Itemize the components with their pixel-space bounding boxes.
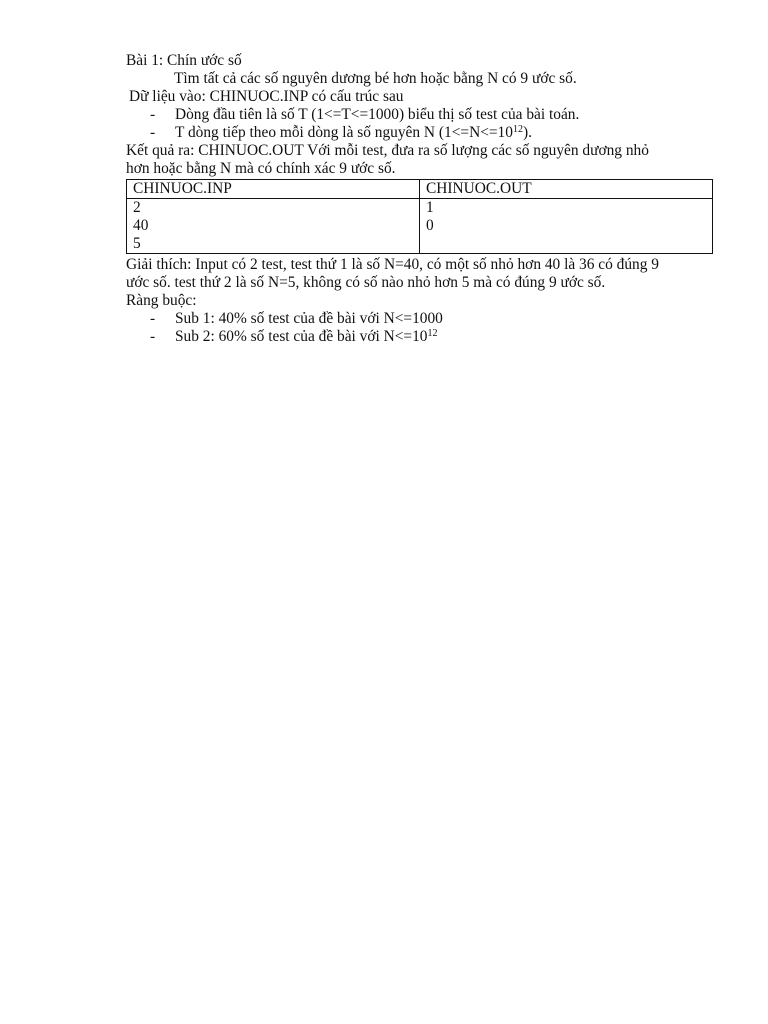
sample-input-cell [127, 199, 420, 254]
dash-marker: - [150, 124, 156, 141]
sample-input-line: 40 [133, 217, 149, 234]
dash-marker: - [150, 106, 156, 123]
sample-input-line: 2 [133, 199, 141, 216]
sample-output-cell [420, 199, 713, 254]
constraint-item-text: Sub 1: 40% số test của đề bài với N<=1000 [175, 310, 443, 327]
header-input-file: CHINUOC.INP [127, 180, 420, 199]
sample-input-line: 5 [133, 235, 141, 252]
table-row [127, 199, 713, 254]
constraint-item-1 [126, 310, 716, 328]
constraint-item-text: Sub 2: 60% số test của đề bài với $N<=10^{12}$ [175, 328, 438, 345]
exponent: 12 [512, 124, 523, 135]
sample-io-table [126, 179, 713, 254]
input-item-2 [126, 124, 716, 142]
dash-marker: - [150, 328, 156, 345]
document-body [126, 52, 716, 346]
explanation-line-1: Giải thích: Input có 2 test, test thứ 1 là số N=40, có một số nhỏ hơn 40 là 36 có đúng 9 [126, 256, 659, 273]
problem-statement: Tìm tất cả các số nguyên dương bé hơn hoặc bằng N có 9 ước số. [174, 70, 577, 87]
sample-output-line: 1 [426, 199, 434, 216]
table-header-row [127, 180, 713, 199]
constraint-item-2 [126, 328, 716, 346]
dash-marker: - [150, 310, 156, 327]
problem-title: Bài 1: Chín ước số [126, 52, 242, 69]
header-output-file: CHINUOC.OUT [420, 180, 713, 199]
input-item-text: T dòng tiếp theo mỗi dòng là số nguyên N $(1<=N<=10^{12})$. [175, 124, 532, 141]
input-item-1 [126, 106, 716, 124]
exponent: 12 [427, 328, 438, 339]
output-line-1: Kết quả ra: CHINUOC.OUT Với mỗi test, đưa ra số lượng các số nguyên dương nhỏ [126, 142, 649, 159]
input-heading: Dữ liệu vào: CHINUOC.INP có cấu trúc sau [129, 88, 404, 105]
input-item-text: Dòng đầu tiên là số T (1<=T<=1000) biểu thị số test của bài toán. [175, 106, 580, 123]
explanation-line-2: ước số. test thứ 2 là số N=5, không có số nào nhỏ hơn 5 mà có đúng 9 ước số. [126, 274, 606, 291]
constraints-heading: Ràng buộc: [126, 292, 197, 309]
output-line-2: hơn hoặc bằng N mà có chính xác 9 ước số. [126, 160, 396, 177]
sample-output-line: 0 [426, 217, 434, 234]
